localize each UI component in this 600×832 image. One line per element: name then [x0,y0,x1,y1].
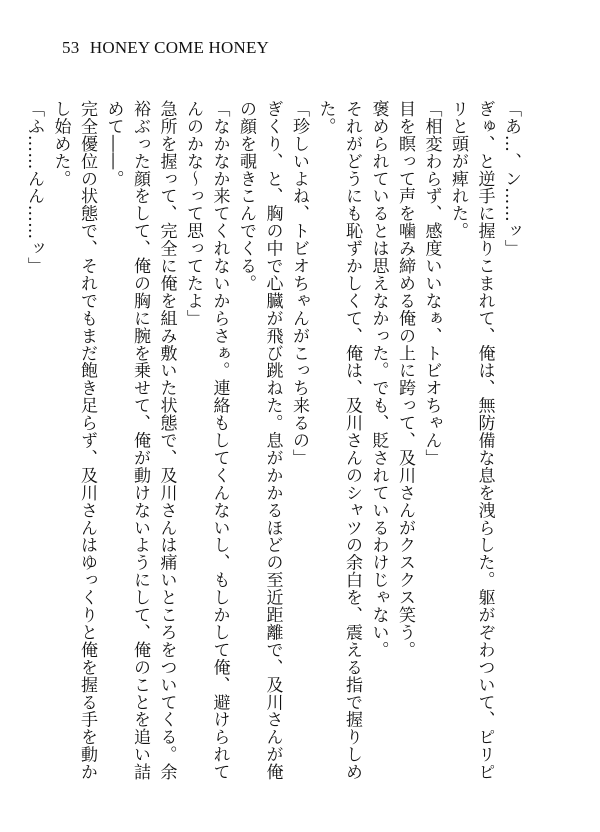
paragraph-11: 完全優位の状態で、それでもまだ飽き足らず、及川さんはゆっくりと俺を握る手を動かし始めた。 [50,100,97,781]
paragraph-3: 「相変わらず、感度いいなぁ、トビオちゃん」 [421,100,442,467]
page-number: 53 [62,38,80,57]
paragraph-1: 「あ…、ン……ッ」 [501,100,521,258]
paragraph-4: 目を瞑って声を噛み締める俺の上に跨って、及川さんがクスクス笑う。 [395,100,415,659]
paragraph-10: 急所を握って、完全に俺を組み敷いた状態で、及川さんは痛いところをついてくる。余裕ぶった顔をして、俺の胸に腕を乗せて、俺が動けないようにして、俺のことを追い詰めて――。 [103,100,177,781]
paragraph-5: 褒められているとは思えなかった。でも、貶されているわけじゃない。 [368,100,389,659]
paragraph-2: ぎゅ、と逆手に握りこまれて、俺は、無防備な息を洩らした。躯がぞわついて、ピリピリと頭が痺れた。 [448,100,495,781]
paragraph-7: 「珍しいよね、トビオちゃんがこっち来るの」 [289,100,309,467]
paragraph-9: 「なかなか来てくれないからさぁ。連絡もしてくんないし、もしかして俺、避けられてんのかな〜って思ってたよ」 [183,100,230,781]
paragraph-12: 「ふ……んん……ッ」 [24,100,44,275]
paragraph-8: ぎくり、と、胸の中で心臓が飛び跳ねた。息がかかるほどの至近距離で、及川さんが俺の顔を覗きこんでくる。 [236,100,283,781]
paragraph-6: それがどうにも恥ずかしくて、俺は、及川さんのシャツの余白を、震える指で握りしめた。 [315,100,362,781]
running-header [62,38,269,58]
running-title: HONEY COME HONEY [89,38,270,57]
vertical-body-text [24,100,524,790]
